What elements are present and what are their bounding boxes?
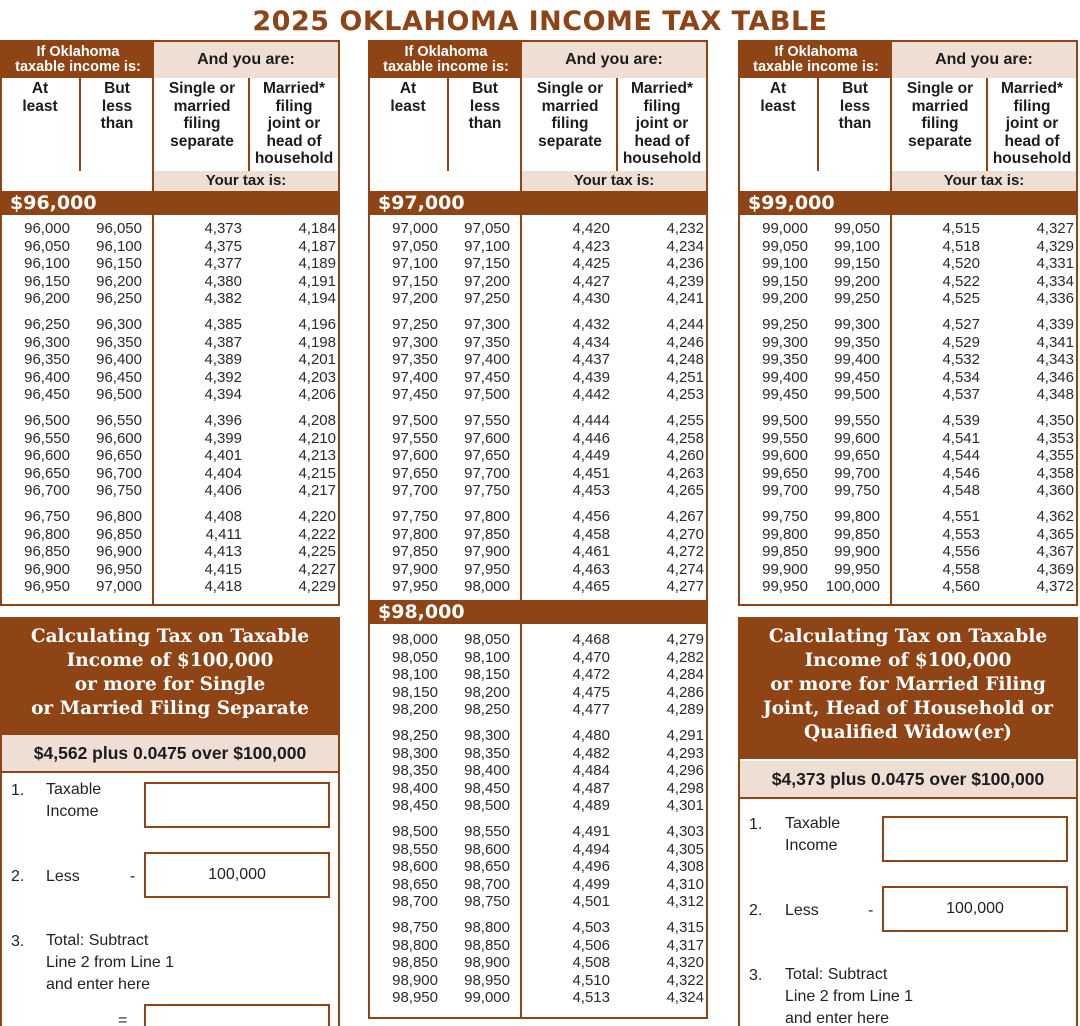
table-row: 97,850 97,900 4,461 4,272: [392, 543, 704, 560]
but-less-than-header: But less than: [468, 80, 502, 132]
taxable-income-field[interactable]: [144, 782, 330, 828]
row-group: [2, 220, 338, 308]
less-amount-field[interactable]: 100,000: [144, 852, 330, 898]
table-row: 96,900 96,950 4,415 4,227: [24, 560, 336, 578]
table-row: 98,850 98,900 4,508 4,320: [392, 954, 704, 971]
income-header: If Oklahoma taxable income is:: [2, 42, 154, 78]
calc-heading: Calculating Tax on Taxable Income of $100,000 or more for Single or Married Filing Separate: [2, 619, 338, 735]
table-row: 97,700 97,750 4,453 4,265: [392, 482, 704, 499]
table-row: 96,600 96,650 4,401 4,213: [24, 447, 336, 464]
table-row: 99,350 99,400 4,532 4,343: [762, 351, 1074, 368]
table-row: 99,800 99,850 4,553 4,365: [762, 525, 1074, 543]
table-row: 97,300 97,350 4,434 4,246: [392, 333, 704, 351]
table-row: 96,350 96,400 4,389 4,201: [24, 351, 336, 368]
table-row: 99,650 99,700 4,546 4,358: [762, 464, 1074, 482]
less-amount-field[interactable]: 100,000: [882, 886, 1068, 932]
calc-formula: $4,562 plus 0.0475 over $100,000: [2, 735, 338, 771]
minus-sign: -: [130, 868, 136, 885]
table-row: 99,250 99,300 4,527 4,339: [762, 316, 1074, 333]
income-band-96000: $96,000: [2, 191, 338, 215]
step-number: 2.: [749, 902, 763, 919]
column-divider: [986, 78, 988, 171]
table-row: 99,950 100,000 4,560 4,372: [762, 578, 1074, 595]
calc-box-joint: [738, 617, 1078, 1026]
table-row: 99,300 99,350 4,529 4,341: [762, 333, 1074, 351]
table-row: 96,750 96,800 4,408 4,220: [24, 508, 336, 525]
table-row: 99,550 99,600 4,541 4,353: [762, 429, 1074, 447]
table-row: 99,400 99,450 4,534 4,346: [762, 368, 1074, 386]
row-group: [740, 316, 1076, 404]
row-group: [370, 631, 706, 719]
table-row: 98,200 98,250 4,477 4,289: [392, 701, 704, 718]
table-row: 97,000 97,050 4,420 4,232: [392, 220, 704, 237]
step-label: Less: [46, 868, 80, 885]
column-divider: [616, 78, 618, 171]
table-row: 97,650 97,700 4,451 4,263: [392, 464, 704, 482]
table-row: 98,550 98,600 4,494 4,305: [392, 840, 704, 858]
column-divider: [447, 78, 449, 171]
table-row: 96,500 96,550 4,396 4,208: [24, 412, 336, 429]
table-row: 99,150 99,200 4,522 4,334: [762, 272, 1074, 290]
table-row: 96,800 96,850 4,411 4,222: [24, 525, 336, 543]
step-label: Taxable Income: [46, 781, 102, 820]
taxable-income-field[interactable]: [882, 816, 1068, 862]
table-row: 96,000 96,050 4,373 4,184: [24, 220, 336, 237]
table-row: 97,100 97,150 4,425 4,236: [392, 255, 704, 272]
table-row: 99,750 99,800 4,551 4,362: [762, 508, 1074, 525]
step-number: 3.: [749, 967, 763, 984]
tax-table-middle: [368, 40, 708, 1019]
table-row: 96,100 96,150 4,377 4,189: [24, 255, 336, 272]
your-tax-header: Your tax is:: [892, 171, 1076, 191]
calc-box-single: [0, 617, 340, 1026]
table-row: 96,650 96,700 4,404 4,215: [24, 464, 336, 482]
table-row: 98,650 98,700 4,499 4,310: [392, 875, 704, 893]
table-row: 97,550 97,600 4,446 4,258: [392, 429, 704, 447]
table-row: 97,900 97,950 4,463 4,274: [392, 560, 704, 578]
total-field[interactable]: [144, 1004, 330, 1026]
table-row: 98,800 98,850 4,506 4,317: [392, 936, 704, 954]
row-group: [370, 220, 706, 308]
table-row: 97,400 97,450 4,439 4,251: [392, 368, 704, 386]
table-row: 96,250 96,300 4,385 4,196: [24, 316, 336, 333]
step-label: Less: [785, 902, 819, 919]
table-header: [740, 42, 1076, 192]
table-row: 99,000 99,050 4,515 4,327: [762, 220, 1074, 237]
but-less-than-header: But less than: [100, 80, 134, 132]
table-row: 97,050 97,100 4,423 4,234: [392, 237, 704, 255]
table-row: 98,100 98,150 4,472 4,284: [392, 666, 704, 683]
filing-status-header: And you are:: [154, 42, 338, 78]
row-group: [370, 316, 706, 404]
table-row: 96,450 96,500 4,394 4,206: [24, 386, 336, 403]
step-label: Total: Subtract Line 2 from Line 1 and enter here: [785, 966, 914, 1026]
single-header: Single or married filing separate: [168, 80, 236, 150]
calc-formula: $4,373 plus 0.0475 over $100,000: [740, 761, 1076, 797]
table-row: 98,000 98,050 4,468 4,279: [392, 631, 704, 648]
table-row: 97,250 97,300 4,432 4,244: [392, 316, 704, 333]
table-row: 98,900 98,950 4,510 4,322: [392, 971, 704, 989]
row-group: [370, 412, 706, 500]
table-row: 98,350 98,400 4,484 4,296: [392, 762, 704, 779]
table-row: 98,700 98,750 4,501 4,312: [392, 893, 704, 910]
table-header: [370, 42, 706, 192]
table-row: 96,200 96,250 4,382 4,194: [24, 290, 336, 307]
table-row: 96,150 96,200 4,380 4,191: [24, 272, 336, 290]
table-row: 98,400 98,450 4,487 4,298: [392, 779, 704, 797]
row-group: [740, 508, 1076, 596]
step-number: 1.: [749, 816, 763, 833]
income-header: If Oklahoma taxable income is:: [740, 42, 892, 78]
income-header: If Oklahoma taxable income is:: [370, 42, 522, 78]
at-least-header: At least: [22, 80, 58, 115]
income-band-98000: $98,000: [370, 600, 706, 624]
table-row: 98,600 98,650 4,496 4,308: [392, 858, 704, 875]
table-row: 98,500 98,550 4,491 4,303: [392, 823, 704, 840]
married-header: Married* filing joint or head of household: [254, 80, 334, 167]
income-band-97000: $97,000: [370, 191, 706, 215]
step-label: Taxable Income: [785, 815, 841, 854]
calc-heading: Calculating Tax on Taxable Income of $100,000 or more for Married Filing Joint, Head of Household or Qualified Widow(er): [740, 619, 1076, 759]
table-row: 98,950 99,000 4,513 4,324: [392, 989, 704, 1006]
married-header: Married* filing joint or head of household: [992, 80, 1072, 167]
table-row: 98,150 98,200 4,475 4,286: [392, 683, 704, 701]
your-tax-header: Your tax is:: [522, 171, 706, 191]
row-group: [2, 508, 338, 596]
table-row: 98,450 98,500 4,489 4,301: [392, 797, 704, 814]
table-row: 96,550 96,600 4,399 4,210: [24, 429, 336, 447]
column-divider: [248, 78, 250, 171]
row-group: [370, 823, 706, 911]
table-row: 96,850 96,900 4,413 4,225: [24, 543, 336, 560]
table-row: 96,300 96,350 4,387 4,198: [24, 333, 336, 351]
filing-status-header: And you are:: [892, 42, 1076, 78]
table-row: 99,500 99,550 4,539 4,350: [762, 412, 1074, 429]
table-row: 96,700 96,750 4,406 4,217: [24, 482, 336, 499]
table-row: 98,750 98,800 4,503 4,315: [392, 919, 704, 936]
row-group: [740, 412, 1076, 500]
tax-table-right: [738, 40, 1078, 606]
income-band-99000: $99,000: [740, 191, 1076, 215]
row-group: [370, 727, 706, 815]
row-group: [370, 919, 706, 1007]
equals-sign: =: [118, 1012, 128, 1026]
table-row: 98,250 98,300 4,480 4,291: [392, 727, 704, 744]
step-number: 1.: [11, 782, 25, 799]
at-least-header: At least: [760, 80, 796, 115]
table-row: 96,950 97,000 4,418 4,229: [24, 578, 336, 595]
table-row: 97,500 97,550 4,444 4,255: [392, 412, 704, 429]
table-row: 99,050 99,100 4,518 4,329: [762, 237, 1074, 255]
table-row: 98,300 98,350 4,482 4,293: [392, 744, 704, 762]
page-title: 2025 OKLAHOMA INCOME TAX TABLE: [252, 6, 828, 37]
step-number: 3.: [11, 933, 25, 950]
minus-sign: -: [868, 902, 874, 919]
table-row: 97,950 98,000 4,465 4,277: [392, 578, 704, 595]
single-header: Single or married filing separate: [536, 80, 604, 150]
table-header: [2, 42, 338, 192]
table-row: 97,200 97,250 4,430 4,241: [392, 290, 704, 307]
table-row: 97,350 97,400 4,437 4,248: [392, 351, 704, 368]
single-header: Single or married filing separate: [906, 80, 974, 150]
table-row: 97,450 97,500 4,442 4,253: [392, 386, 704, 403]
table-row: 99,450 99,500 4,537 4,348: [762, 386, 1074, 403]
table-row: 97,750 97,800 4,456 4,267: [392, 508, 704, 525]
row-group: [740, 220, 1076, 308]
row-group: [370, 508, 706, 596]
tax-table-left: [0, 40, 340, 606]
column-divider: [817, 78, 819, 171]
table-row: 99,900 99,950 4,558 4,369: [762, 560, 1074, 578]
table-row: 99,100 99,150 4,520 4,331: [762, 255, 1074, 272]
filing-status-header: And you are:: [522, 42, 706, 78]
step-label: Total: Subtract Line 2 from Line 1 and enter here: [46, 932, 175, 993]
column-divider: [79, 78, 81, 171]
table-row: 97,600 97,650 4,449 4,260: [392, 447, 704, 464]
table-row: 96,400 96,450 4,392 4,203: [24, 368, 336, 386]
at-least-header: At least: [390, 80, 426, 115]
but-less-than-header: But less than: [838, 80, 872, 132]
row-group: [2, 412, 338, 500]
row-group: [2, 316, 338, 404]
table-row: 96,050 96,100 4,375 4,187: [24, 237, 336, 255]
table-row: 99,200 99,250 4,525 4,336: [762, 290, 1074, 307]
step-number: 2.: [11, 868, 25, 885]
table-row: 99,600 99,650 4,544 4,355: [762, 447, 1074, 464]
table-row: 98,050 98,100 4,470 4,282: [392, 648, 704, 666]
table-row: 99,850 99,900 4,556 4,367: [762, 543, 1074, 560]
table-row: 97,800 97,850 4,458 4,270: [392, 525, 704, 543]
table-row: 97,150 97,200 4,427 4,239: [392, 272, 704, 290]
your-tax-header: Your tax is:: [154, 171, 338, 191]
table-row: 99,700 99,750 4,548 4,360: [762, 482, 1074, 499]
married-header: Married* filing joint or head of household: [622, 80, 702, 167]
